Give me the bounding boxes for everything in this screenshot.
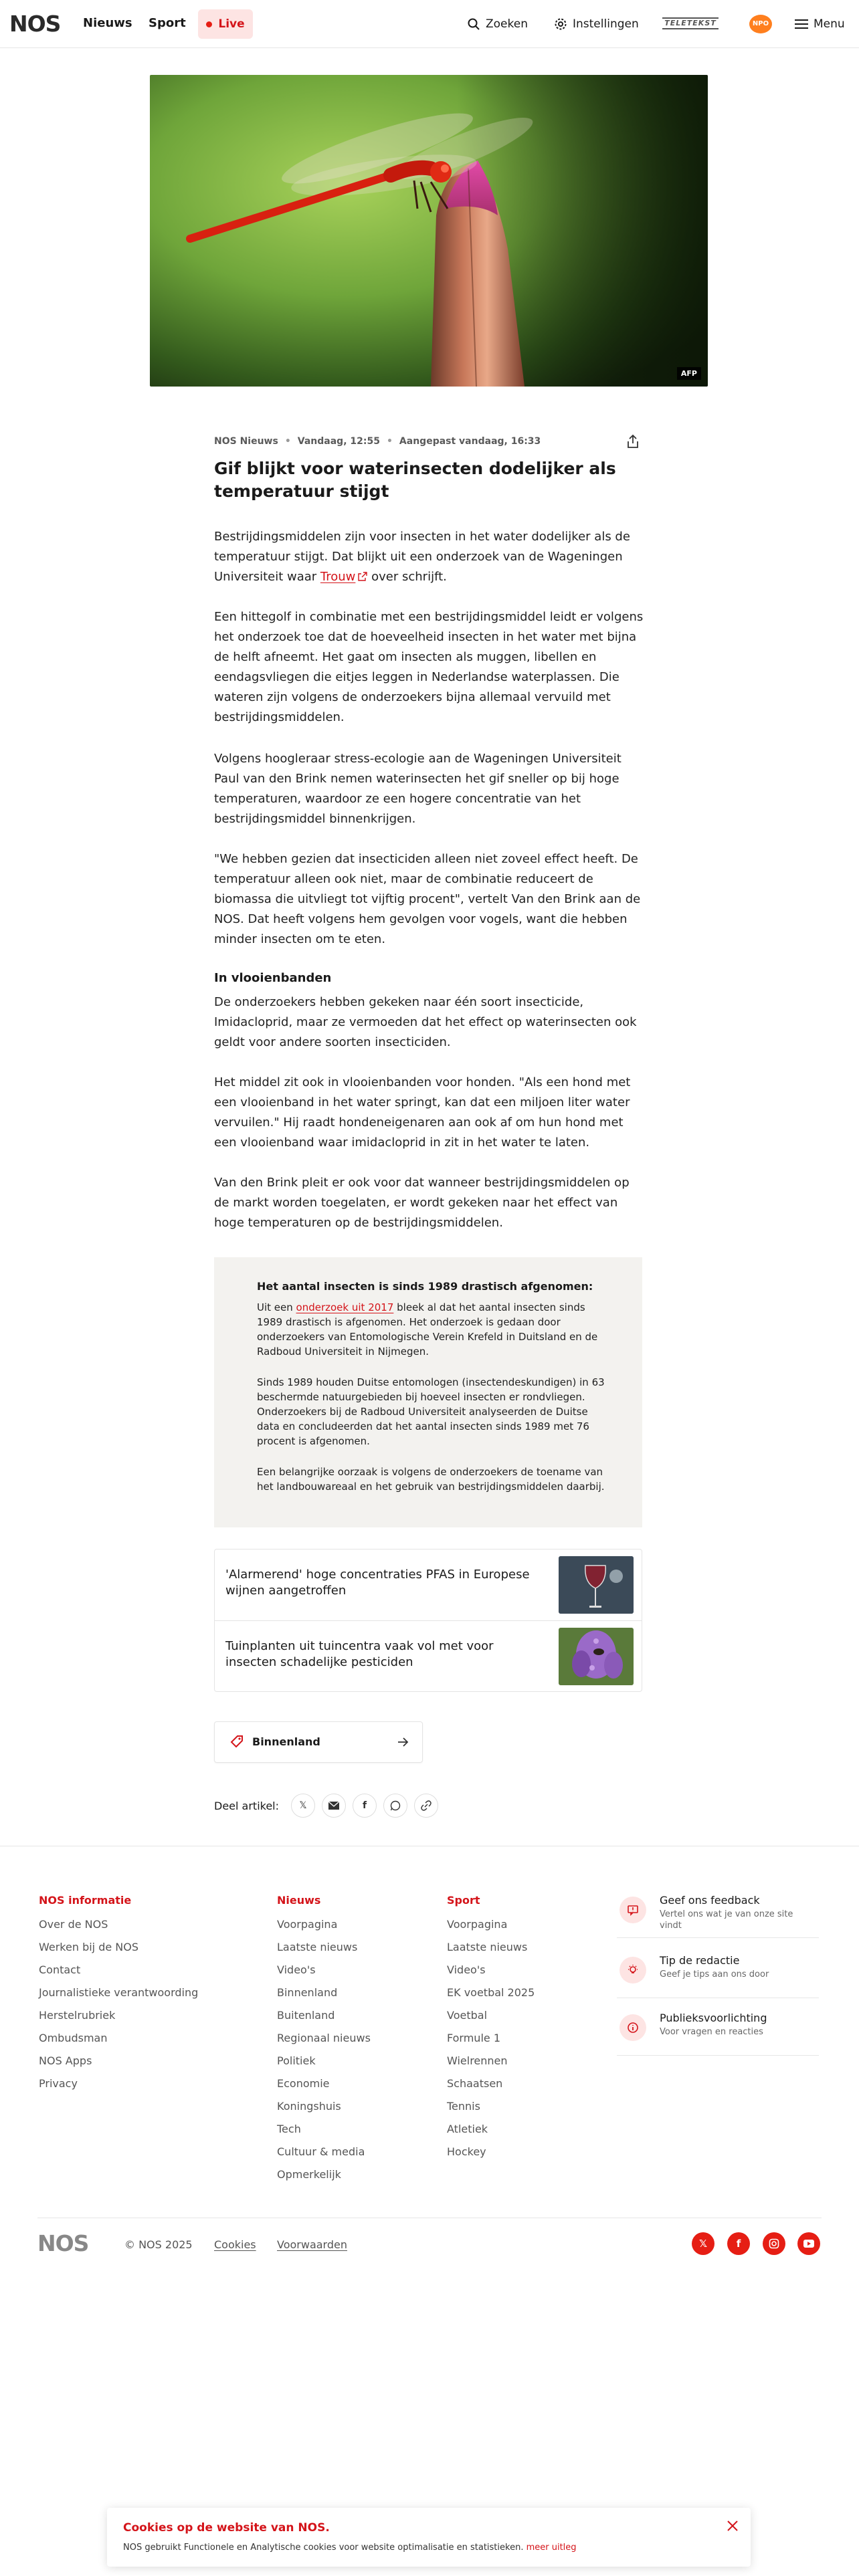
menu-label: Menu bbox=[814, 17, 845, 31]
footer-link[interactable]: Wielrennen bbox=[447, 2054, 508, 2067]
article-updated: Aangepast vandaag, 16:33 bbox=[399, 436, 541, 447]
search-button[interactable] bbox=[467, 15, 528, 33]
footer-column-nieuws bbox=[277, 1894, 371, 2191]
meta-separator: • bbox=[284, 436, 291, 447]
footer-link[interactable]: Schaatsen bbox=[447, 2077, 503, 2090]
arrow-right-icon bbox=[395, 1735, 410, 1749]
wine-glass-photo bbox=[559, 1556, 634, 1614]
footer-link[interactable]: Ombudsman bbox=[39, 2032, 108, 2044]
x-icon: 𝕏 bbox=[299, 1800, 307, 1811]
feedback-title: Geef ons feedback bbox=[660, 1894, 760, 1907]
tag-binnenland-button[interactable] bbox=[214, 1721, 423, 1763]
share-icon[interactable] bbox=[625, 433, 641, 449]
copyright: © NOS 2025 bbox=[124, 2238, 193, 2251]
article-paragraph: Van den Brink pleit er ook voor dat wanneer bestrijdingsmiddelen op de markt worden toegelaten, er wordt gekeken naar het effect van hoge temperaturen op de bestrijdingsmiddelen. bbox=[214, 1176, 630, 1230]
meta-separator: • bbox=[386, 436, 393, 447]
paragraph-text: over schrijft. bbox=[367, 570, 447, 584]
footer-link[interactable]: Video's bbox=[277, 1963, 316, 1976]
article-date: Vandaag, 12:55 bbox=[297, 436, 380, 447]
footer-link[interactable]: Voetbal bbox=[447, 2009, 488, 2022]
feedback-icon bbox=[619, 1897, 646, 1923]
footer-link[interactable]: Binnenland bbox=[277, 1986, 338, 1999]
footer-link[interactable]: Atletiek bbox=[447, 2123, 488, 2135]
footer-link[interactable]: Koningshuis bbox=[277, 2100, 341, 2113]
article-paragraph: Het middel zit ook in vlooienbanden voor honden. "Als een hond met een vlooienband in het water springt, kan dat een miljoen liter water vervuilen." Hij raadt hondeneigenaren aan ook af om hun hond met een vlooienband waar imidacloprid in zit in het water te laten. bbox=[214, 1075, 631, 1150]
article-paragraph: De onderzoekers hebben gekeken naar één soort insecticide, Imidacloprid, maar ze vermoeden dat het effect op waterinsecten ook geldt voor andere soorten insecticiden. bbox=[214, 995, 637, 1049]
footer-link[interactable]: Politiek bbox=[277, 2054, 316, 2067]
share-x-button[interactable] bbox=[291, 1794, 315, 1818]
footer-link[interactable]: Buitenland bbox=[277, 2009, 335, 2022]
share-mail-button[interactable] bbox=[322, 1794, 346, 1818]
feedback-box[interactable] bbox=[617, 1890, 819, 1938]
footer-column-sport bbox=[447, 1894, 535, 2168]
youtube-social-button[interactable] bbox=[797, 2232, 820, 2255]
share-bar bbox=[214, 1794, 438, 1818]
footer-heading: Nieuws bbox=[277, 1894, 321, 1907]
trouw-link[interactable]: Trouw bbox=[320, 570, 356, 584]
tip-box[interactable] bbox=[617, 1950, 819, 1998]
footer-cookies-link[interactable]: Cookies bbox=[214, 2238, 256, 2251]
close-icon[interactable] bbox=[724, 2517, 741, 2535]
share-whatsapp-button[interactable] bbox=[383, 1794, 407, 1818]
footer-link[interactable]: Economie bbox=[277, 2077, 330, 2090]
hamburger-icon bbox=[795, 19, 808, 29]
article-paragraph: Een hittegolf in combinatie met een bestrijdingsmiddel leidt er volgens het onderzoek toe dat de hoeveelheid insecten in het water met bijna de helft afneemt. Het gaat om insecten als muggen, libellen en eendagsvliegen die eitjes leggen in Nederlandse waterplassen. Die wateren zijn volgens de onderzoekers bijna allemaal vervuild met bestrijdingsmiddelen. bbox=[214, 610, 644, 724]
feedback-subtitle: Vertel ons wat je van onze site vindt bbox=[660, 1909, 793, 1931]
article-paragraph: Volgens hoogleraar stress-ecologie aan de Wageningen Universiteit Paul van den Brink nemen waterinsecten het gif sneller op bij hoge temperaturen, waardoor ze een hogere concentratie van het bestrijdingsmiddel binnenkrijgen. bbox=[214, 752, 622, 826]
instagram-social-button[interactable] bbox=[763, 2232, 785, 2255]
article-title: Gif blijkt voor waterinsecten dodelijker als temperatuur stijgt bbox=[214, 459, 616, 501]
info-box-paragraph: Sinds 1989 houden Duitse entomologen (insectendeskundigen) in 63 beschermde natuurgebieden bij hoeveel insecten er rondvliegen. Onderzoekers bij de Radboud Universiteit analyseerden de Duitse data en concludeerden dat het aantal insecten sinds 1989 met 76 procent is afgenomen. bbox=[257, 1376, 605, 1447]
related-article-thumbnail bbox=[559, 1628, 634, 1685]
tag-icon bbox=[229, 1734, 244, 1749]
footer-nos-logo[interactable]: NOS bbox=[37, 2230, 89, 2256]
related-article[interactable] bbox=[215, 1549, 642, 1620]
footer-link[interactable]: Video's bbox=[447, 1963, 486, 1976]
info-box-paragraph bbox=[257, 1300, 605, 1359]
facebook-icon: f bbox=[362, 1800, 367, 1811]
footer-link[interactable]: Tennis bbox=[447, 2100, 480, 2113]
instagram-icon bbox=[769, 2238, 779, 2249]
youtube-icon bbox=[803, 2240, 814, 2248]
article-meta bbox=[214, 436, 541, 447]
live-label: Live bbox=[218, 17, 245, 31]
nav-nieuws[interactable]: Nieuws bbox=[83, 16, 132, 30]
cookie-description: NOS gebruikt Functionele en Analytische cookies voor website optimalisatie en statistieken. bbox=[123, 2543, 524, 2553]
lightbulb-icon bbox=[619, 1957, 646, 1983]
external-link-icon bbox=[358, 572, 367, 581]
search-label: Zoeken bbox=[486, 17, 528, 31]
onderzoek-link[interactable]: onderzoek uit 2017 bbox=[296, 1301, 394, 1313]
info-icon bbox=[619, 2014, 646, 2041]
footer-link[interactable]: Opmerkelijk bbox=[277, 2168, 341, 2181]
info-box bbox=[214, 1257, 642, 1527]
tip-subtitle: Geef je tips aan ons door bbox=[660, 1969, 769, 1979]
settings-button[interactable] bbox=[554, 15, 639, 33]
footer-link[interactable]: EK voetbal 2025 bbox=[447, 1986, 535, 1999]
gear-icon bbox=[554, 17, 567, 31]
live-button[interactable] bbox=[198, 9, 253, 39]
x-social-button[interactable] bbox=[692, 2232, 714, 2255]
share-label: Deel artikel: bbox=[214, 1799, 280, 1812]
nav-sport[interactable]: Sport bbox=[149, 16, 186, 30]
footer-heading: NOS informatie bbox=[39, 1894, 132, 1907]
footer-link[interactable]: Laatste nieuws bbox=[447, 1941, 528, 1953]
paragraph-text: Bestrijdingsmiddelen zijn voor insecten in het water dodelijker als de temperatuur stijgt. Dat blijkt uit een onderzoek van de Wageningen Universiteit waar bbox=[214, 530, 630, 584]
footer-link[interactable]: Herstelrubriek bbox=[39, 2009, 116, 2022]
cookie-text bbox=[123, 2543, 577, 2553]
settings-label: Instellingen bbox=[573, 17, 639, 31]
facebook-social-button[interactable] bbox=[727, 2232, 750, 2255]
footer-link[interactable]: Hockey bbox=[447, 2145, 486, 2158]
tag-label: Binnenland bbox=[252, 1735, 320, 1748]
article-paragraph: "We hebben gezien dat insecticiden alleen niet zoveel effect heeft. De temperatuur alleen ook niet, maar de combinatie reduceert de biomassa die uitvliegt tot vijftig procent", vertelt Van den Brink aan de NOS. Dat heeft volgens hem gevolgen voor vogels, want die hebben minder insecten om te eten. bbox=[214, 852, 641, 946]
article-subheading: In vlooienbanden bbox=[214, 971, 332, 985]
menu-button[interactable] bbox=[795, 15, 845, 33]
nos-logo[interactable]: NOS bbox=[9, 11, 61, 37]
publieksvoorlichting-subtitle: Voor vragen en reacties bbox=[660, 2027, 763, 2037]
live-dot-icon bbox=[206, 21, 212, 27]
info-box-heading: Het aantal insecten is sinds 1989 drastisch afgenomen: bbox=[257, 1280, 593, 1293]
footer-link[interactable]: Journalistieke verantwoording bbox=[39, 1986, 199, 1999]
related-article-title: 'Alarmerend' hoge concentraties PFAS in Europese wijnen aangetroffen bbox=[225, 1568, 530, 1598]
share-facebook-button[interactable] bbox=[353, 1794, 377, 1818]
link-icon bbox=[421, 1800, 432, 1811]
teletekst-logo[interactable]: TELETEKST bbox=[662, 17, 719, 29]
related-article-thumbnail bbox=[559, 1556, 634, 1614]
cookie-more-link[interactable]: meer uitleg bbox=[526, 2543, 577, 2553]
related-articles bbox=[214, 1549, 642, 1692]
npo-logo[interactable]: NPO bbox=[749, 15, 772, 33]
dragonfly-photo bbox=[150, 75, 708, 387]
cookie-banner bbox=[107, 2508, 751, 2567]
footer-link[interactable]: Werken bij de NOS bbox=[39, 1941, 139, 1953]
footer-link[interactable]: Regionaal nieuws bbox=[277, 2032, 371, 2044]
footer-link[interactable]: Contact bbox=[39, 1963, 81, 1976]
footer-link[interactable]: Privacy bbox=[39, 2077, 78, 2090]
related-article[interactable] bbox=[215, 1621, 642, 1692]
tip-title: Tip de redactie bbox=[660, 1954, 740, 1967]
info-box-paragraph: Een belangrijke oorzaak is volgens de onderzoekers de toename van het landbouwareaal en het gebruik van bestrijdingsmiddelen daarbij. bbox=[257, 1466, 605, 1493]
x-icon: 𝕏 bbox=[698, 2238, 708, 2250]
footer-link[interactable]: Voorpagina bbox=[277, 1918, 338, 1931]
hero-image bbox=[150, 75, 708, 387]
publieksvoorlichting-box[interactable] bbox=[617, 2008, 819, 2056]
image-credit: AFP bbox=[677, 367, 701, 380]
footer-heading: Sport bbox=[447, 1894, 480, 1907]
cookie-heading: Cookies op de website van NOS. bbox=[123, 2521, 330, 2535]
footer-link[interactable]: Tech bbox=[277, 2123, 301, 2135]
search-icon bbox=[467, 17, 480, 31]
footer-link[interactable]: Cultuur & media bbox=[277, 2145, 365, 2158]
paragraph-text: Uit een bbox=[257, 1301, 296, 1313]
site-header bbox=[0, 0, 859, 48]
article-paragraph bbox=[214, 527, 646, 587]
lavender-photo bbox=[559, 1628, 634, 1685]
footer-terms-link[interactable]: Voorwaarden bbox=[277, 2238, 347, 2251]
paragraph-text: bleek al dat het aantal insecten sinds 1989 drastisch is afgenomen. Het onderzoek is gedaan door onderzoekers van Entomologische Verein Krefeld in Duitsland en de Radboud Universiteit in Nijmegen. bbox=[257, 1301, 598, 1358]
footer-link[interactable]: Voorpagina bbox=[447, 1918, 508, 1931]
whatsapp-icon bbox=[390, 1800, 401, 1811]
mail-icon bbox=[328, 1802, 339, 1810]
footer-link[interactable]: Formule 1 bbox=[447, 2032, 500, 2044]
footer-column-nos-informatie bbox=[39, 1894, 198, 2100]
related-article-title: Tuinplanten uit tuincentra vaak vol met voor insecten schadelijke pesticiden bbox=[225, 1639, 494, 1669]
share-link-button[interactable] bbox=[414, 1794, 438, 1818]
article-source: NOS Nieuws bbox=[214, 436, 278, 447]
footer-link[interactable]: Laatste nieuws bbox=[277, 1941, 358, 1953]
publieksvoorlichting-title: Publieksvoorlichting bbox=[660, 2012, 767, 2024]
footer-link[interactable]: Over de NOS bbox=[39, 1918, 108, 1931]
footer-link[interactable]: NOS Apps bbox=[39, 2054, 92, 2067]
facebook-icon: f bbox=[736, 2238, 741, 2250]
